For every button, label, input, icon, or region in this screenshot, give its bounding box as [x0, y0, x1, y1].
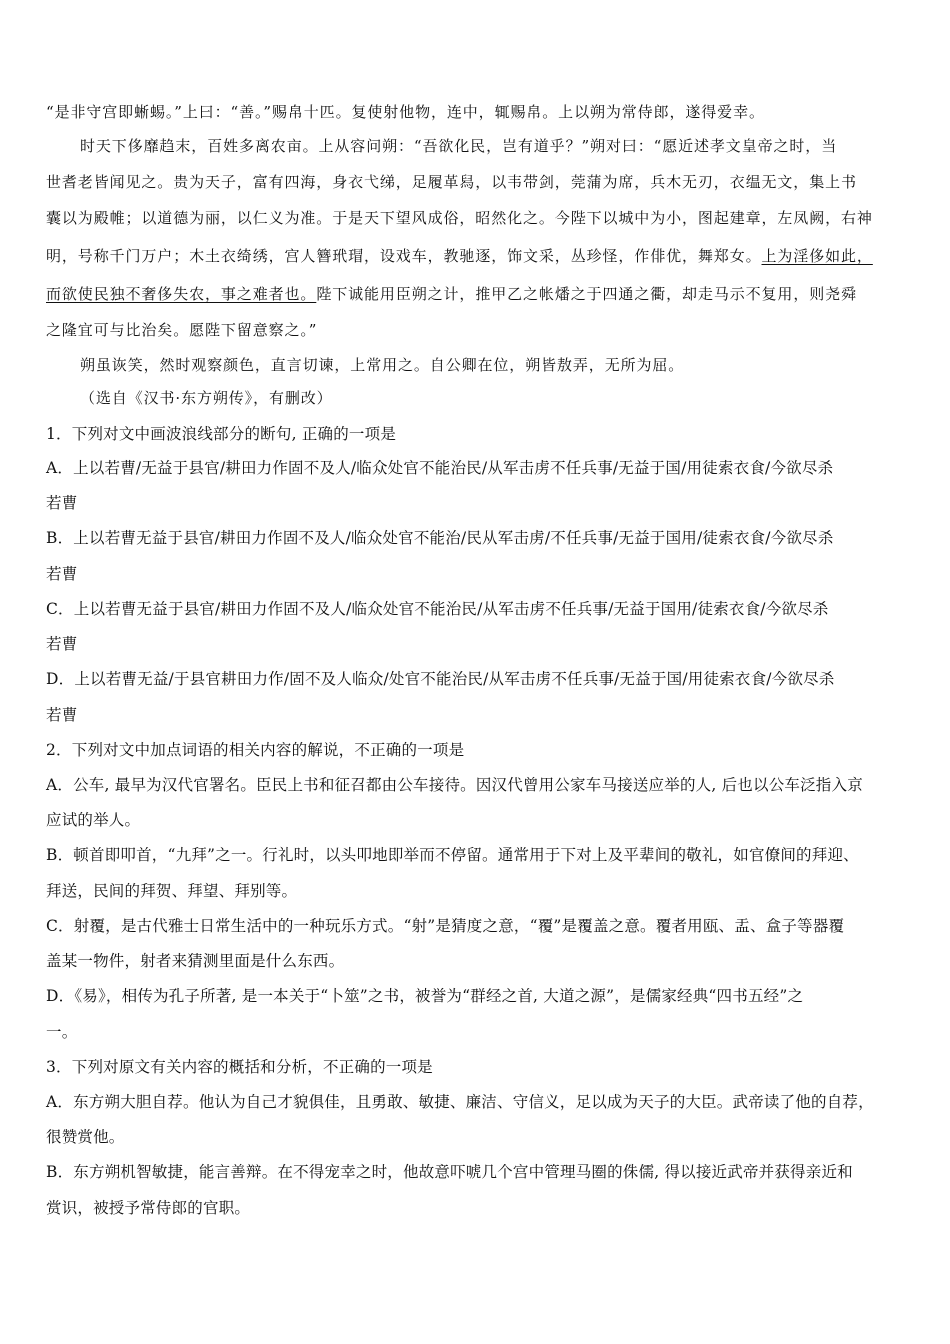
q2-option-b-cont: 拜送，民间的拜贺、拜望、拜别等。 — [46, 882, 298, 900]
q2-option-a-cont: 应试的举人。 — [46, 811, 141, 829]
question-3-stem: 3．下列对原文有关内容的概括和分析，不正确的一项是 — [46, 1058, 433, 1076]
passage-line-7: 之隆宜可与比治矣。愿陛下留意察之。” — [46, 321, 318, 339]
q1-option-a: A．上以若曹/无益于县官/耕田力作固不及人/临众处官不能治民/从军击虏不任兵事/无益于国/用徒索衣食/今欲尽杀 — [46, 459, 834, 477]
q3-option-b-cont: 赏识，被授予常侍郎的官职。 — [46, 1199, 251, 1217]
passage-source: （选自《汉书·东方朔传》，有删改） — [80, 389, 333, 407]
q3-option-a-cont: 很赞赏他。 — [46, 1128, 125, 1146]
q3-option-b: B．东方朔机智敏捷，能言善辩。在不得宠幸之时，他故意吓唬几个宫中管理马圈的侏儒, 得以接近武帝并获得亲近和 — [46, 1163, 853, 1181]
passage-line-5-text: 明，号称千门万户；木土衣绮绣，宫人簪玳瑁，设戏车，教驰逐，饰文采，丛珍怪，作俳优，舞郑女。 — [46, 247, 762, 265]
wavy-underlined-phrase-2: 而欲使民独不奢侈失农，事之难者也。 — [46, 285, 317, 303]
passage-line-8: 朔虽诙笑，然时观察颜色，直言切谏，上常用之。自公卿在位，朔皆敖弄，无所为屈。 — [80, 356, 685, 374]
q2-option-a: A．公车, 最早为汉代官署名。臣民上书和征召都由公车接待。因汉代曾用公家车马接送应举的人, 后也以公车泛指入京 — [46, 776, 863, 794]
q1-option-d-cont: 若曹 — [46, 706, 78, 724]
passage-line-4: 囊以为殿帷；以道德为丽，以仁义为准。于是天下望风成俗，昭然化之。今陛下以城中为小，图起建章，左凤阙，右神 — [46, 209, 873, 227]
q2-option-b: B．顿首即叩首，“九拜”之一。行礼时，以头叩地即举而不停留。通常用于下对上及平辈间的敬礼，如官僚间的拜迎、 — [46, 846, 859, 864]
passage-line-3: 世耆老皆闻见之。贵为天子，富有四海，身衣弋绨，足履革舄，以韦带剑，莞蒲为席，兵木无刃，衣缊无文，集上书 — [46, 173, 857, 191]
q2-option-c-cont: 盖某一物件，射者来猜测里面是什么东西。 — [46, 952, 345, 970]
q1-option-a-cont: 若曹 — [46, 494, 78, 512]
passage-line-6-text: 陛下诚能用臣朔之计，推甲乙之帐燔之于四通之衢，却走马示不复用，则尧舜 — [316, 285, 857, 303]
q1-option-c-cont: 若曹 — [46, 635, 78, 653]
passage-line-2: 时天下侈靡趋末，百姓多离农亩。上从容问朔：“吾欲化民，岂有道乎？”朔对曰：“愿近述孝文皇帝之时，当 — [80, 137, 838, 155]
passage-line-1: “是非守宫即蜥蜴。”上曰：“善。”赐帛十匹。复使射他物，连中，辄赐帛。上以朔为常侍郎，遂得爱幸。 — [46, 103, 765, 121]
passage-line-5 — [46, 246, 873, 266]
q3-option-a: A．东方朔大胆自荐。他认为自己才貌俱佳，且勇敢、敏捷、廉洁、守信义，足以成为天子的大臣。武帝读了他的自荐， — [46, 1093, 874, 1111]
q1-option-b: B．上以若曹无益于县官/耕田力作固不及人/临众处官不能治/民从军击虏/不任兵事/无益于国用/徒索衣食/今欲尽杀 — [46, 529, 834, 547]
wavy-underlined-phrase-1: 上为淫侈如此， — [761, 247, 873, 265]
q2-option-d: D．《易》，相传为孔子所著, 是一本关于“卜筮”之书，被誉为“群经之首, 大道之源”，是儒家经典“四书五经”之 — [46, 987, 804, 1005]
passage-line-6 — [46, 284, 857, 304]
question-2-stem: 2．下列对文中加点词语的相关内容的解说，不正确的一项是 — [46, 741, 465, 759]
q2-option-c: C．射覆，是古代雅士日常生活中的一种玩乐方式。“射”是猜度之意，“覆”是覆盖之意。覆者用瓯、盂、盒子等器覆 — [46, 917, 845, 935]
q1-option-b-cont: 若曹 — [46, 565, 78, 583]
q1-option-d: D．上以若曹无益/于县官耕田力作/固不及人临众/处官不能治民/从军击虏不任兵事/无益于国/用徒索衣食/今欲尽杀 — [46, 670, 835, 688]
q1-option-c: C．上以若曹无益于县官/耕田力作固不及人/临众处官不能治民/从军击虏不任兵事/无益于国用/徒索衣食/今欲尽杀 — [46, 600, 829, 618]
q2-option-d-cont: 一。 — [46, 1023, 78, 1041]
question-1-stem: 1．下列对文中画波浪线部分的断句, 正确的一项是 — [46, 425, 397, 443]
